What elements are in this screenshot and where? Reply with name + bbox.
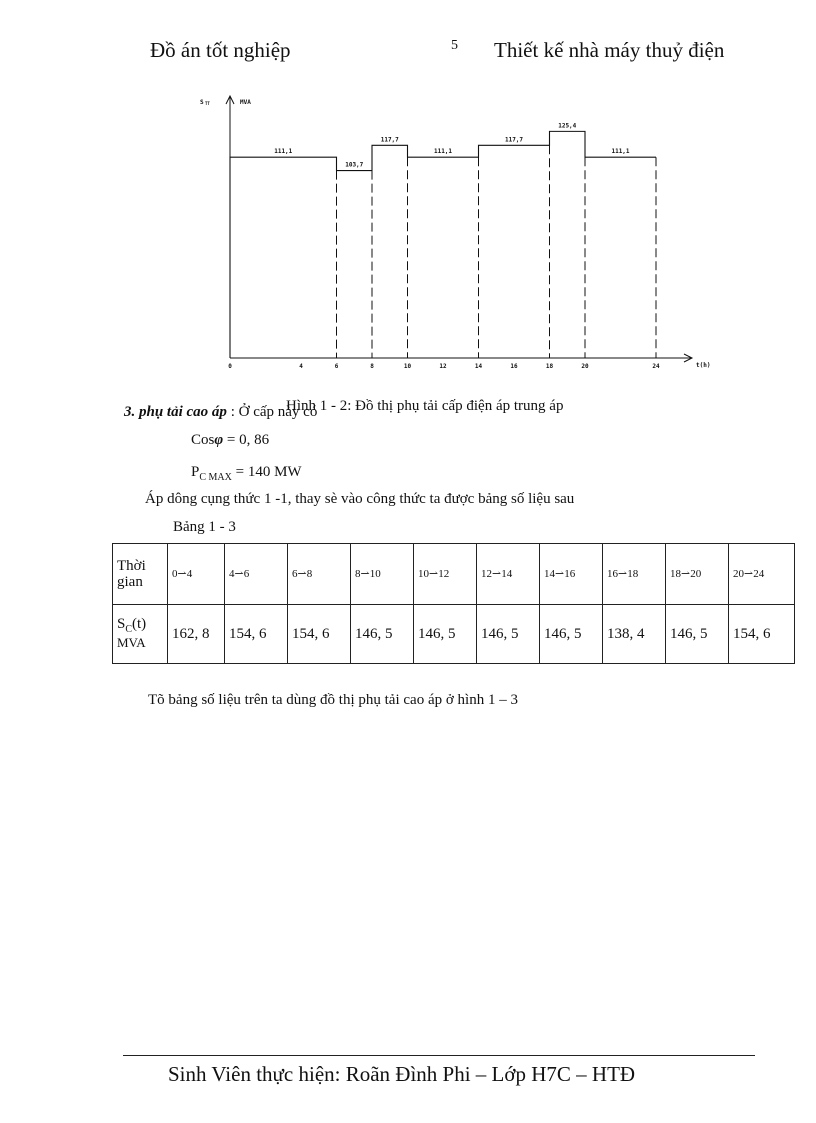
load-header-rest: (t): [132, 616, 147, 633]
period-cell: 6⇀8: [288, 544, 351, 605]
cos-label: Cos: [191, 432, 215, 448]
x-tick-label: 12: [439, 363, 447, 370]
period-cell: 4⇀6: [225, 544, 288, 605]
period-cell: 12⇀14: [477, 544, 540, 605]
load-chart: [190, 88, 710, 378]
value-cell: 146, 5: [351, 605, 414, 664]
period-cell: 14⇀16: [540, 544, 603, 605]
load-header-sub: C: [125, 624, 133, 636]
x-tick-label: 16: [510, 363, 518, 370]
period-cell: 10⇀12: [414, 544, 477, 605]
x-tick-label: 8: [370, 363, 374, 370]
p-sub: C MAX: [199, 472, 232, 483]
x-tick-label: 4: [299, 363, 303, 370]
period-cell: 20⇀24: [729, 544, 795, 605]
y-axis-symbol: S: [200, 99, 204, 106]
section-heading: [124, 404, 317, 421]
x-tick-label: 0: [228, 363, 232, 370]
y-axis-subscript: TT: [205, 101, 210, 106]
x-tick-label: 20: [581, 363, 589, 370]
figure-caption: Hình 1 - 2: Đồ thị phụ tải cấp điện áp trung áp: [286, 398, 564, 414]
load-table: [112, 543, 795, 664]
phi-symbol: φ: [214, 432, 224, 448]
x-tick-label: 24: [652, 363, 660, 370]
load-step-line: [230, 131, 656, 358]
y-axis-unit: MVA: [240, 99, 251, 106]
value-cell: 154, 6: [225, 605, 288, 664]
table-row-time: [113, 544, 795, 605]
value-cell: 154, 6: [729, 605, 795, 664]
chart-steps: [230, 131, 656, 358]
after-table-text: Tõ bảng số liệu trên ta dùng đồ thị phụ tải cao áp ở hình 1 – 3: [148, 692, 518, 708]
footer-rule: [123, 1055, 755, 1056]
value-cell: 146, 5: [414, 605, 477, 664]
x-axis-label: t(h): [696, 362, 710, 369]
x-tick-label: 6: [334, 363, 339, 370]
chart-labels: [200, 99, 710, 370]
value-cell: 146, 5: [540, 605, 603, 664]
load-header-symbol: S: [117, 616, 126, 633]
header-left-title: Đồ án tốt nghiệp: [150, 38, 291, 62]
cos-phi-line: [191, 432, 269, 449]
section-heading-rest: : Ở cấp này có: [226, 404, 318, 420]
p-value: = 140 MW: [231, 464, 302, 480]
footer-text: Sinh Viên thực hiện: Roãn Đình Phi – Lớp H7C – HTĐ: [168, 1062, 636, 1086]
cos-value: = 0, 86: [223, 432, 270, 448]
segment-label: 111,1: [433, 148, 453, 156]
segment-label: 117,7: [380, 136, 399, 144]
header-right-title: Thiết kế nhà máy thuỷ điện: [494, 38, 725, 62]
period-cell: 18⇀20: [666, 544, 729, 605]
x-tick-label: 10: [403, 363, 412, 370]
period-cell: 16⇀18: [603, 544, 666, 605]
load-header: [113, 605, 168, 664]
value-cell: 146, 5: [666, 605, 729, 664]
section-heading-bold: 3. phụ tải cao áp: [124, 404, 227, 420]
p-label: P: [191, 464, 200, 480]
table-title: Bảng 1 - 3: [173, 519, 236, 535]
pmax-line: [191, 464, 302, 483]
segment-label: 111,1: [274, 148, 293, 156]
segment-label: 103,7: [345, 161, 364, 169]
load-header-unit: MVA: [117, 635, 146, 651]
x-tick-label: 18: [545, 363, 554, 370]
segment-label: 111,1: [611, 148, 630, 156]
chart-axes: [226, 96, 692, 362]
time-header: Thời gian: [113, 544, 168, 605]
value-cell: 154, 6: [288, 605, 351, 664]
period-cell: 0⇀4: [168, 544, 225, 605]
period-cell: 8⇀10: [351, 544, 414, 605]
intro-sentence: Áp dông cụng thức 1 -1, thay sè vào công thức ta được bảng số liệu sau: [145, 491, 575, 507]
segment-label: 117,7: [504, 136, 524, 144]
segment-label: 125,4: [558, 122, 577, 130]
value-cell: 162, 8: [168, 605, 225, 664]
value-cell: 146, 5: [477, 605, 540, 664]
x-tick-label: 14: [474, 363, 483, 370]
value-cell: 138, 4: [603, 605, 666, 664]
page-number: 5: [451, 38, 458, 53]
table-row-load: [113, 605, 795, 664]
